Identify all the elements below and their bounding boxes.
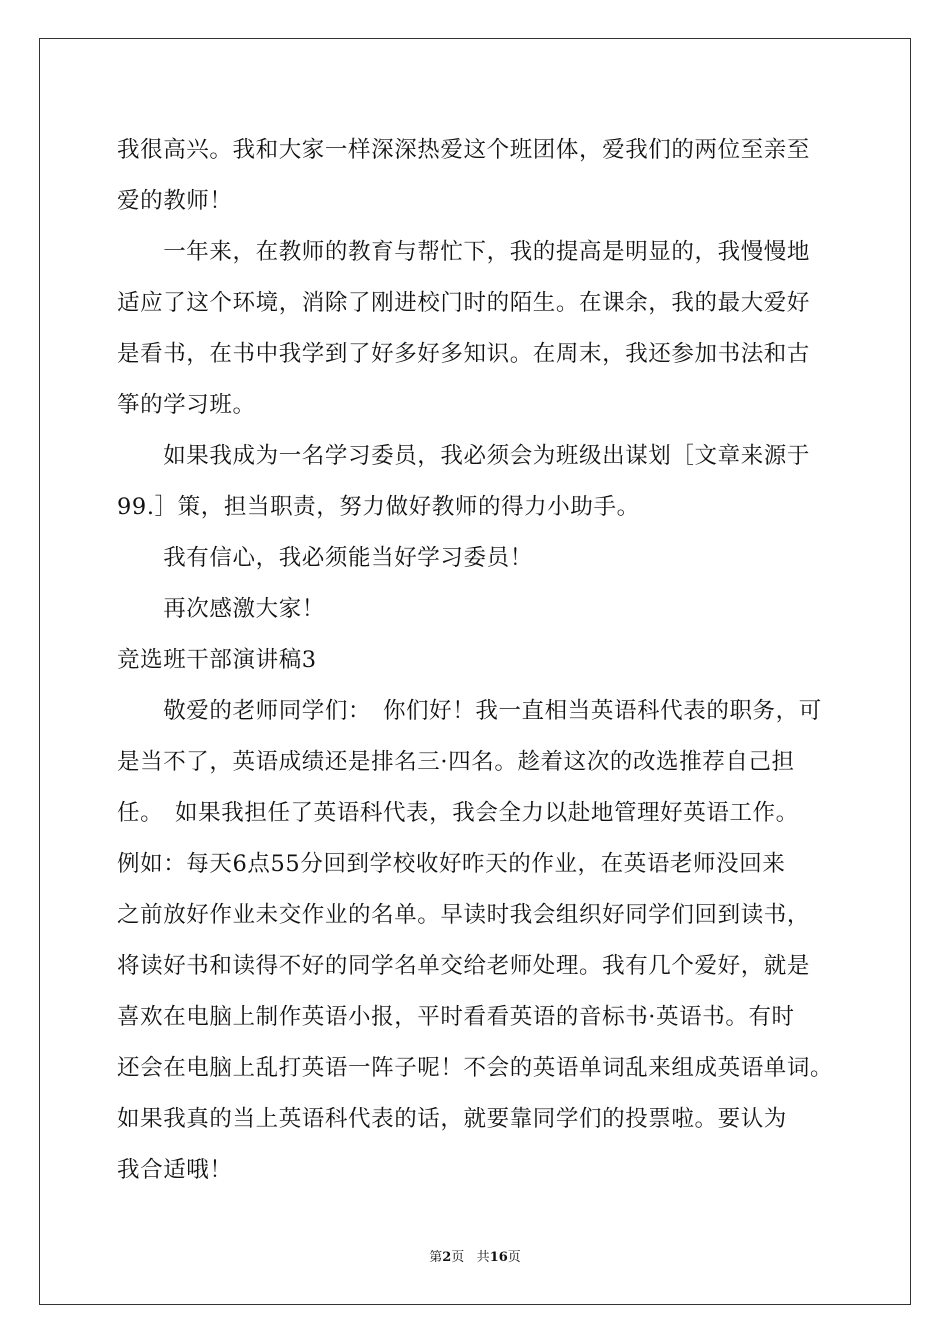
text-line: 我合适哦！ xyxy=(117,1157,233,1183)
text-line: 爱的教师！ xyxy=(117,188,233,214)
text-line: 筝的学习班。 xyxy=(117,392,256,418)
page-suffix: 页 xyxy=(451,1250,465,1265)
text-line: 是看书，在书中我学到了好多好多知识。在周末，我还参加书法和古 xyxy=(117,341,811,367)
text-line: 我有信心，我必须能当好学习委员！ xyxy=(117,545,533,571)
text-line: 例如：每天6点55分回到学校收好昨天的作业，在英语老师没回来 xyxy=(117,851,786,877)
text-line: 一年来，在教师的教育与帮忙下，我的提高是明显的，我慢慢地 xyxy=(117,239,811,265)
text-line: 如果我成为一名学习委员，我必须会为班级出谋划［文章来源于 xyxy=(117,443,811,469)
page-prefix: 第 xyxy=(429,1250,443,1265)
section-heading: 竞选班干部演讲稿3 xyxy=(117,647,317,673)
text-line: 喜欢在电脑上制作英语小报，平时看看英语的音标书·英语书。有时 xyxy=(117,1004,795,1030)
total-pages: 16 xyxy=(489,1250,508,1265)
total-suffix: 页 xyxy=(507,1250,521,1265)
text-line: 我很高兴。我和大家一样深深热爱这个班团体，爱我们的两位至亲至 xyxy=(117,137,811,163)
page-number: 2 xyxy=(442,1250,452,1265)
text-line: 如果我真的当上英语科代表的话，就要靠同学们的投票啦。要认为 xyxy=(117,1106,787,1132)
text-line: 之前放好作业未交作业的名单。早读时我会组织好同学们回到读书， xyxy=(117,902,811,928)
text-line: 适应了这个环境，消除了刚进校门时的陌生。在课余，我的最大爱好 xyxy=(117,290,811,316)
text-line: 是当不了，英语成绩还是排名三·四名。趁着这次的改选推荐自己担 xyxy=(117,749,795,775)
text-line: 任。 如果我担任了英语科代表，我会全力以赴地管理好英语工作。 xyxy=(117,800,799,826)
text-line: 将读好书和读得不好的同学名单交给老师处理。我有几个爱好，就是 xyxy=(117,953,811,979)
page-footer xyxy=(0,1246,950,1265)
text-line: 敬爱的老师同学们： 你们好！我一直相当英语科代表的职务，可 xyxy=(117,698,822,724)
text-line: 再次感激大家！ xyxy=(117,596,325,622)
document-body xyxy=(117,125,847,1196)
text-line: 99.］策，担当职责，努力做好教师的得力小助手。 xyxy=(117,494,640,520)
text-line: 还会在电脑上乱打英语一阵子呢！不会的英语单词乱来组成英语单词。 xyxy=(117,1055,834,1081)
total-prefix: 共 xyxy=(476,1250,490,1265)
